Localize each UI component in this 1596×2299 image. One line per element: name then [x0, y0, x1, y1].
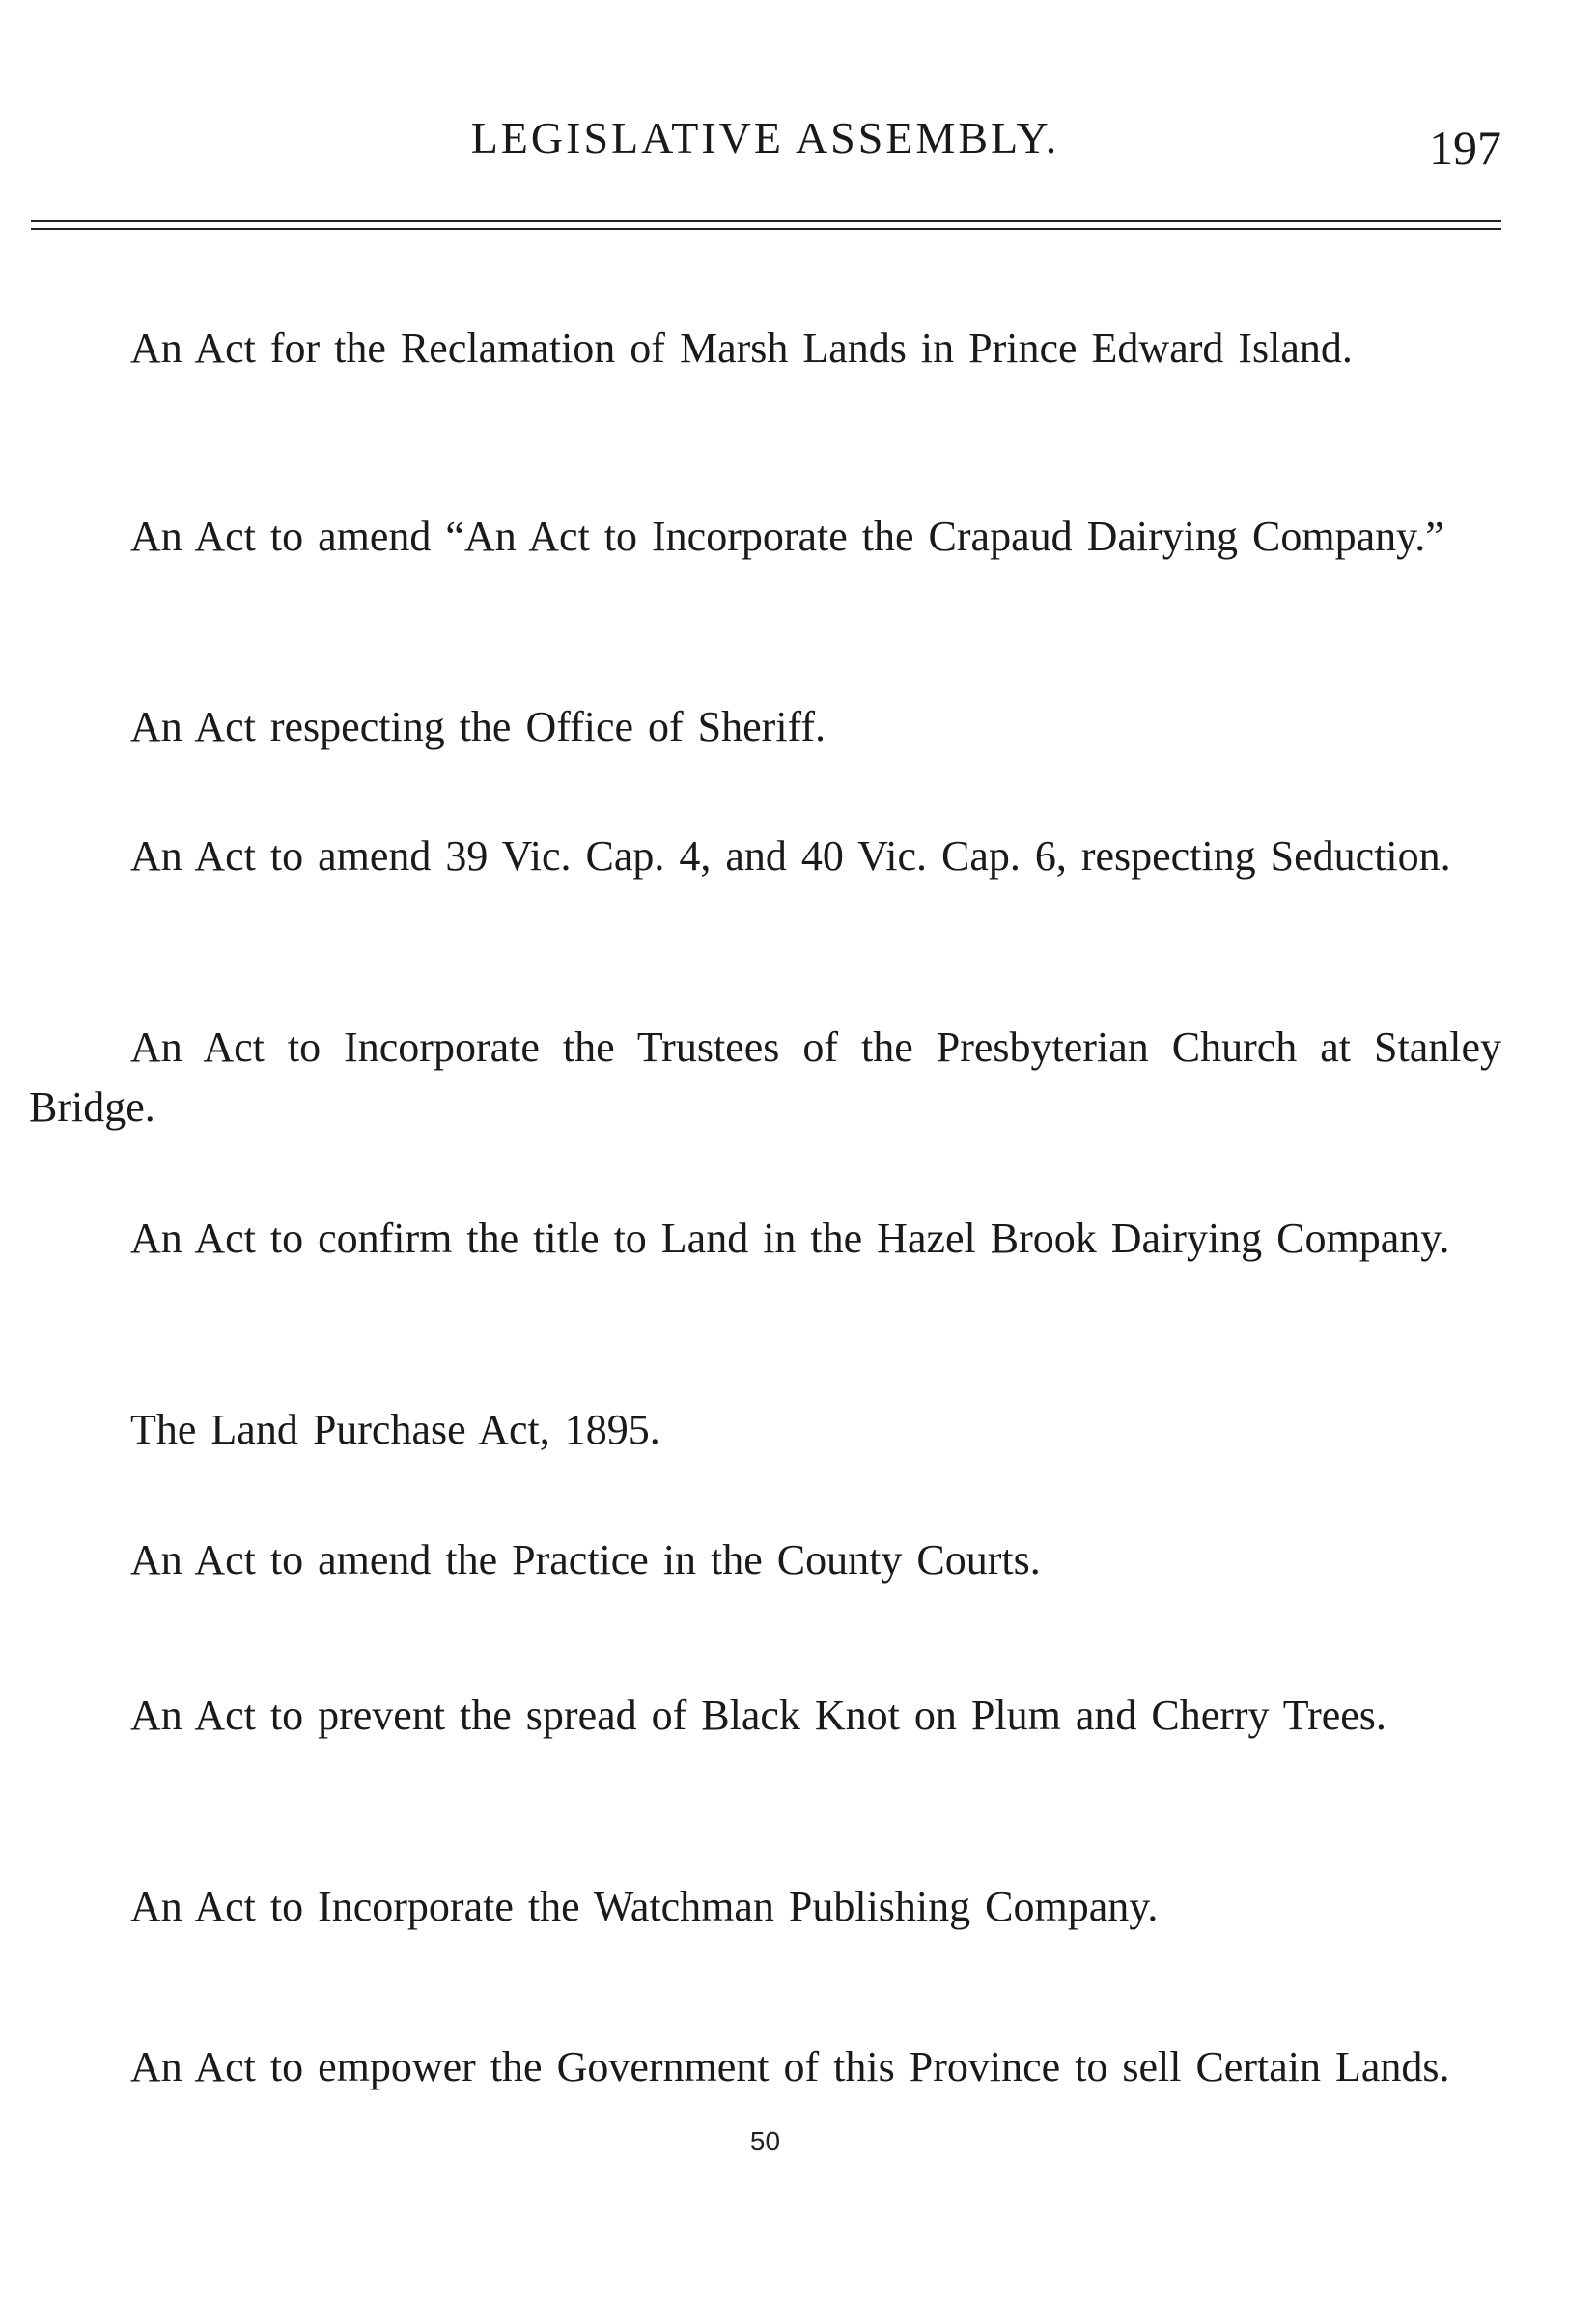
- act-item: An Act to confirm the title to Land in the Hazel Brook Dairying Company.: [130, 1215, 1450, 1262]
- act-item: An Act to amend 39 Vic. Cap. 4, and 40 Vic. Cap. 6, respecting Seduction.: [130, 832, 1451, 880]
- running-title: LEGISLATIVE ASSEMBLY.: [470, 113, 1060, 162]
- act-item: An Act to prevent the spread of Black Knot on Plum and Cherry Trees.: [130, 1692, 1386, 1739]
- act-item: An Act to empower the Government of this Province to sell Certain Lands.: [130, 2043, 1450, 2090]
- header-double-rule: [31, 220, 1501, 230]
- act-item: An Act respecting the Office of Sheriff.: [130, 703, 826, 750]
- act-item: An Act to amend the Practice in the County Courts.: [130, 1536, 1041, 1584]
- act-item: The Land Purchase Act, 1895.: [130, 1406, 660, 1453]
- page-number: 197: [1429, 121, 1501, 175]
- act-item: An Act to Incorporate the Trustees of the Presbyterian Church at Stanley Bridge.: [29, 1023, 1501, 1131]
- act-item: An Act to amend “An Act to Incorporate the Crapaud Dairying Company.”: [130, 513, 1444, 560]
- running-head: [0, 104, 1596, 175]
- act-item: An Act for the Reclamation of Marsh Lands in Prince Edward Island.: [130, 324, 1353, 372]
- act-item: An Act to Incorporate the Watchman Publishing Company.: [130, 1883, 1159, 1930]
- folio-number: 50: [749, 2126, 781, 2156]
